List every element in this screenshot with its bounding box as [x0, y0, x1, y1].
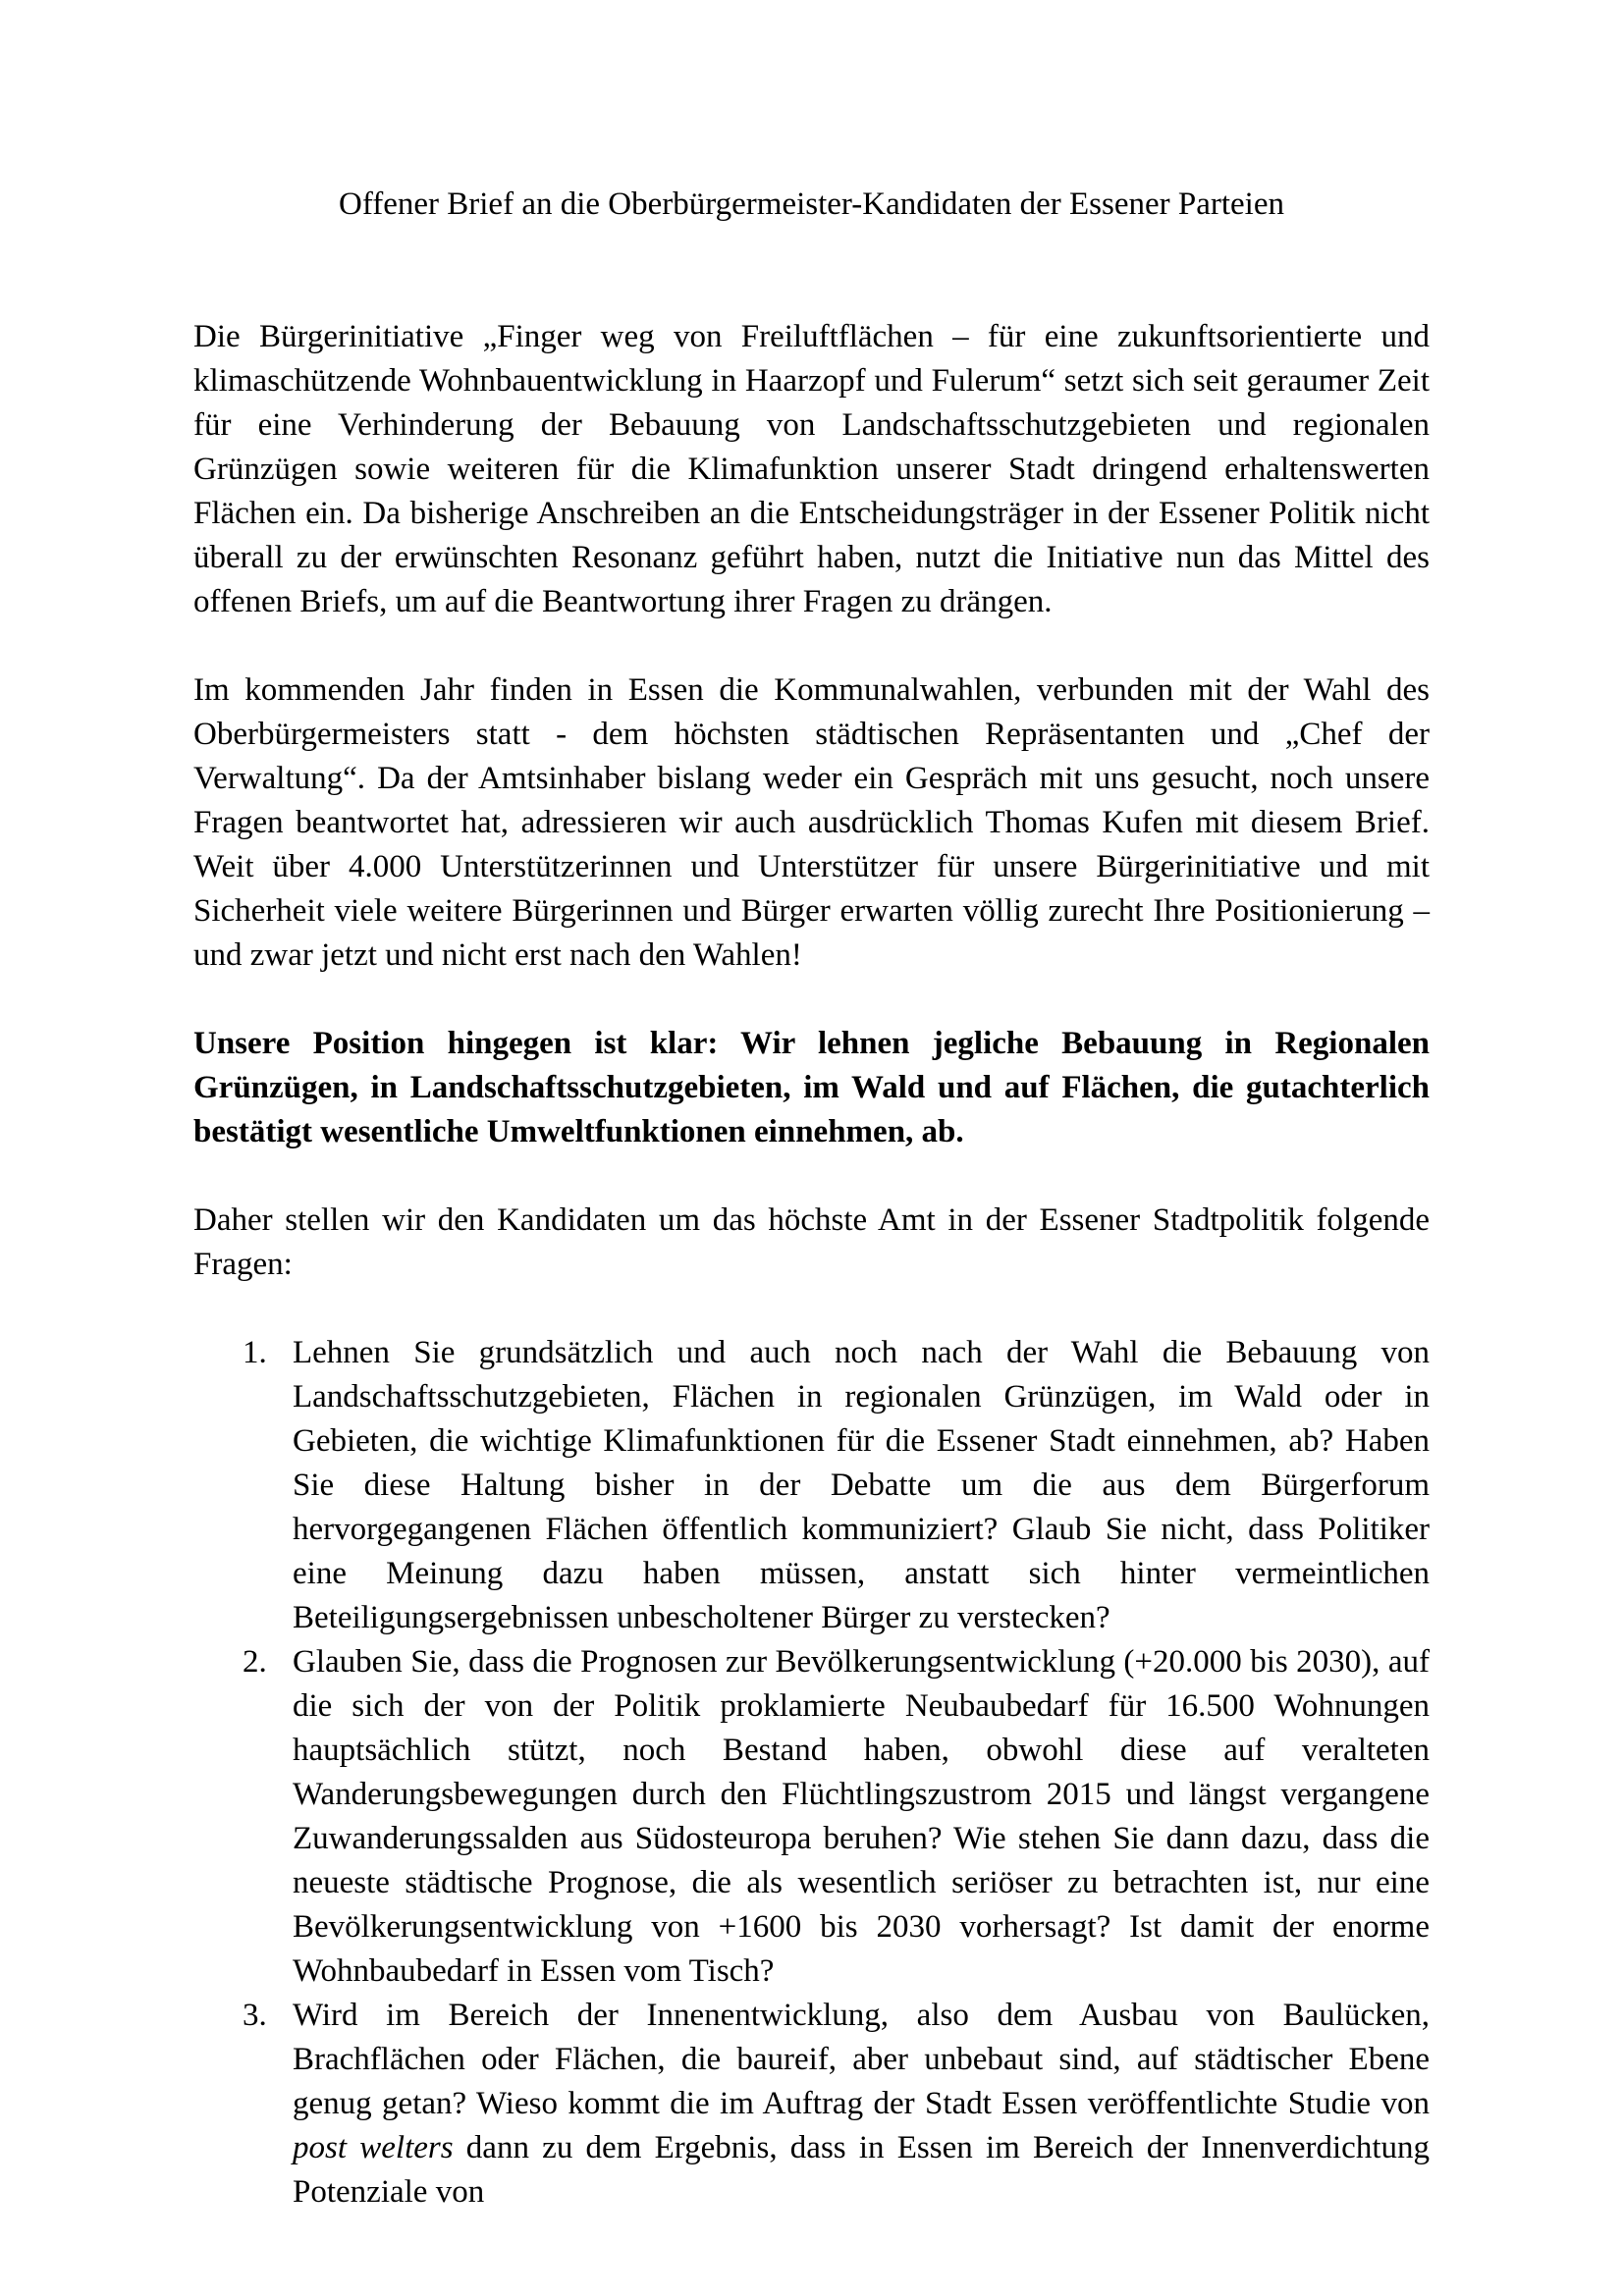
paragraph-kommunalwahlen: Im kommenden Jahr finden in Essen die Kommunalwahlen, verbunden mit der Wahl des Oberbürgermeisters statt - dem höchsten städtischen Repräsentanten und „Chef der Verwaltung“. Da der Amtsinhaber bislang weder ein Gespräch mit uns gesucht, noch unsere Fragen beantwortet hat, adressieren wir auch ausdrücklich Thomas Kufen mit diesem Brief. Weit über 4.000 Unterstützerinnen und Unterstützer für unsere Bürgerinitiative und mit Sicherheit viele weitere Bürgerinnen und Bürger erwarten völlig zurecht Ihre Positionierung – und zwar jetzt und nicht erst nach den Wahlen!: [193, 672, 1430, 973]
question-text: dann zu dem Ergebnis, dass in Essen im Bereich der Innenverdichtung Potenziale von: [293, 2130, 1430, 2210]
question-text: Wird im Bereich der Innenentwicklung, also dem Ausbau von Baulücken, Brachflächen oder Flächen, die baureif, aber unbebaut sind, auf städtischer Ebene genug getan? Wieso kommt die im Auftrag der Stadt Essen veröffentlichte Studie von: [293, 1998, 1430, 2121]
question-number: 3.: [243, 1998, 267, 2033]
study-name-italic: post welters: [293, 2130, 454, 2165]
page-title: Offener Brief an die Oberbürgermeister-Kandidaten der Essener Parteien: [339, 187, 1284, 222]
question-number: 1.: [243, 1335, 267, 1370]
question-item-3: [193, 1994, 1430, 2215]
question-number: 2.: [243, 1644, 267, 1680]
paragraph-position-statement: Unsere Position hingegen ist klar: Wir lehnen jegliche Bebauung in Regionalen Grünzügen, in Landschaftsschutzgebieten, im Wald und auf Flächen, die gutachterlich bestätigt wesentliche Umweltfunktionen einnehmen, ab.: [193, 1026, 1430, 1149]
question-text: Glauben Sie, dass die Prognosen zur Bevölkerungsentwicklung (+20.000 bis 2030), auf die sich der von der Politik proklamierte Neubaubedarf für 16.500 Wohnungen hauptsächlich stützt, noch Bestand haben, obwohl diese auf veralteten Wanderungsbewegungen durch den Flüchtlingszustrom 2015 und längst vergangene Zuwanderungssalden aus Südosteuropa beruhen? Wie stehen Sie dann dazu, dass die neueste städtische Prognose, die als wesentlich seriöser zu betrachten ist, nur eine Bevölkerungsentwicklung von +1600 bis 2030 vorhersagt? Ist damit der enorme Wohnbaubedarf in Essen vom Tisch?: [293, 1644, 1430, 1989]
question-list: [193, 1331, 1430, 2215]
question-item-2: [193, 1640, 1430, 1994]
question-item-1: [193, 1331, 1430, 1640]
paragraph-questions-lead-in: Daher stellen wir den Kandidaten um das höchste Amt in der Essener Stadtpolitik folgende Fragen:: [193, 1202, 1430, 1282]
paragraph-initiative-intro: Die Bürgerinitiative „Finger weg von Freiluftflächen – für eine zukunftsorientierte und klimaschützende Wohnbauentwicklung in Haarzopf und Fulerum“ setzt sich seit geraumer Zeit für eine Verhinderung der Bebauung von Landschaftsschutzgebieten und regionalen Grünzügen sowie weiteren für die Klimafunktion unserer Stadt dringend erhaltenswerten Flächen ein. Da bisherige Anschreiben an die Entscheidungsträger in der Essener Politik nicht überall zu der erwünschten Resonanz geführt haben, nutzt die Initiative nun das Mittel des offenen Briefs, um auf die Beantwortung ihrer Fragen zu drängen.: [193, 319, 1430, 619]
question-text: Lehnen Sie grundsätzlich und auch noch nach der Wahl die Bebauung von Landschaftsschutzgebieten, Flächen in regionalen Grünzügen, im Wald oder in Gebieten, die wichtige Klimafunktionen für die Essener Stadt einnehmen, ab? Haben Sie diese Haltung bisher in der Debatte um die aus dem Bürgerforum hervorgegangenen Flächen öffentlich kommuniziert? Glaub Sie nicht, dass Politiker eine Meinung dazu haben müssen, anstatt sich hinter vermeintlichen Beteiligungsergebnissen unbescholtener Bürger zu verstecken?: [293, 1335, 1430, 1635]
